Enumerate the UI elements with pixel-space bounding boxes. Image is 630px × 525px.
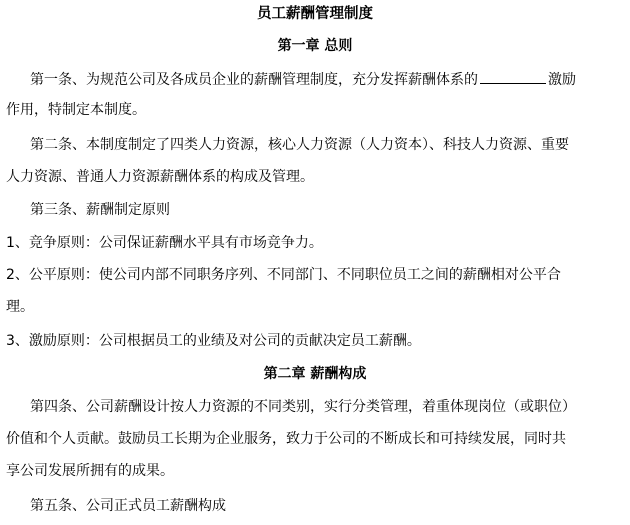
article-1-text-after-blank: 激励: [548, 72, 576, 88]
document-title: 员工薪酬管理制度: [257, 6, 373, 22]
principle-1: 1、竞争原则：公司保证薪酬水平具有市场竞争力。: [6, 235, 323, 251]
article-5-heading: 第五条、公司正式员工薪酬构成: [30, 498, 226, 514]
chapter-2-heading: 第二章 薪酬构成: [263, 366, 367, 382]
article-3-heading: 第三条、薪酬制定原则: [30, 202, 170, 218]
principle-2-line-1: 2、公平原则：使公司内部不同职务序列、不同部门、不同职位员工之间的薪酬相对公平合: [6, 267, 561, 283]
article-1-text-before-blank: 第一条、为规范公司及各成员企业的薪酬管理制度，充分发挥薪酬体系的: [30, 72, 478, 88]
article-4-line-2: 价值和个人贡献。鼓励员工长期为企业服务，致力于公司的不断成长和可持续发展，同时共: [6, 431, 566, 447]
article-2-line-1: 第二条、本制度制定了四类人力资源，核心人力资源（人力资本）、科技人力资源、重要: [30, 137, 569, 153]
article-1-line-1: [30, 69, 620, 90]
article-2-line-2: 人力资源、普通人力资源薪酬体系的构成及管理。: [6, 169, 314, 185]
principle-3: 3、激励原则：公司根据员工的业绩及对公司的贡献决定员工薪酬。: [6, 333, 421, 349]
article-4-line-1: 第四条、公司薪酬设计按人力资源的不同类别，实行分类管理，着重体现岗位（或职位）: [30, 399, 576, 415]
article-4-line-3: 享公司发展所拥有的成果。: [6, 463, 174, 479]
article-1-line-2: 作用，特制定本制度。: [6, 102, 146, 118]
chapter-1-heading: 第一章 总则: [277, 38, 353, 54]
principle-2-line-2: 理。: [6, 299, 34, 315]
fill-in-blank: [480, 69, 546, 84]
